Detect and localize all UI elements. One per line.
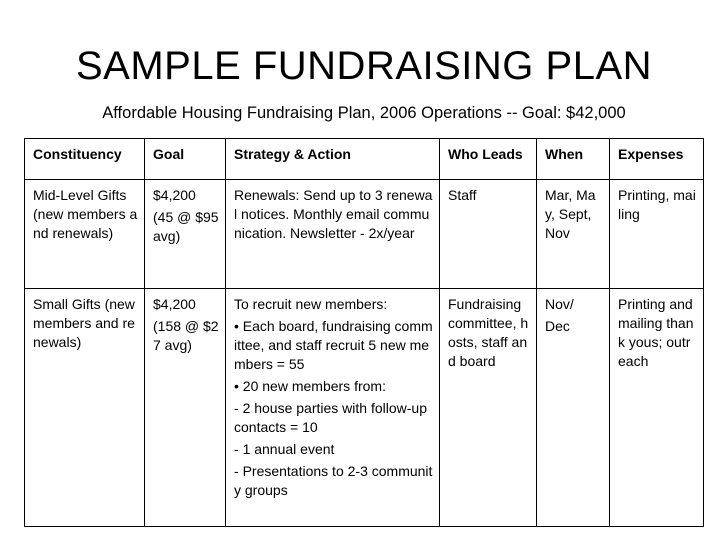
fundraising-plan-table bbox=[24, 138, 704, 527]
cell-who-leads: Staff bbox=[440, 180, 537, 289]
page-title: SAMPLE FUNDRAISING PLAN bbox=[75, 44, 653, 88]
table-row bbox=[25, 180, 704, 289]
when-part: Dec bbox=[545, 318, 570, 334]
header-constituency: Constituency bbox=[25, 139, 145, 180]
cell-constituency: Mid-Level Gifts (new members and renewals) bbox=[25, 180, 145, 289]
when-part: Nov/ bbox=[545, 296, 574, 312]
strategy-subitem: - 1 annual event bbox=[234, 440, 433, 459]
cell-expenses: Printing and mailing thank yous; outreach bbox=[610, 289, 704, 527]
page-subtitle: Affordable Housing Fundraising Plan, 2006 Operations -- Goal: $42,000 bbox=[102, 104, 626, 122]
strategy-line: Renewals: Send up to 3 renewal notices. Monthly email communication. Newsletter - 2x/year bbox=[234, 187, 433, 241]
strategy-bullet: • 20 new members from: bbox=[234, 377, 433, 396]
cell-when bbox=[537, 289, 610, 527]
strategy-subitem: - 2 house parties with follow-up contacts = 10 bbox=[234, 399, 433, 437]
goal-detail: (45 @ $95 avg) bbox=[153, 209, 219, 244]
strategy-line: To recruit new members: bbox=[234, 296, 388, 312]
strategy-subitem: - Presentations to 2-3 community groups bbox=[234, 462, 433, 500]
cell-when: Mar, May, Sept, Nov bbox=[537, 180, 610, 289]
header-goal: Goal bbox=[145, 139, 226, 180]
strategy-bullet: • Each board, fundraising committee, and staff recruit 5 new members = 55 bbox=[234, 317, 433, 374]
cell-constituency: Small Gifts (new members and renewals) bbox=[25, 289, 145, 527]
table-header-row bbox=[25, 139, 704, 180]
cell-strategy bbox=[226, 180, 440, 289]
cell-expenses: Printing, mailing bbox=[610, 180, 704, 289]
cell-who-leads: Fundraising committee, hosts, staff and board bbox=[440, 289, 537, 527]
header-expenses: Expenses bbox=[610, 139, 704, 180]
goal-amount: $4,200 bbox=[153, 296, 196, 312]
cell-strategy bbox=[226, 289, 440, 527]
header-when: When bbox=[537, 139, 610, 180]
goal-detail: (158 @ $27 avg) bbox=[153, 318, 219, 353]
header-who-leads: Who Leads bbox=[440, 139, 537, 180]
header-strategy: Strategy & Action bbox=[226, 139, 440, 180]
cell-goal bbox=[145, 289, 226, 527]
table-row bbox=[25, 289, 704, 527]
goal-amount: $4,200 bbox=[153, 187, 196, 203]
cell-goal bbox=[145, 180, 226, 289]
